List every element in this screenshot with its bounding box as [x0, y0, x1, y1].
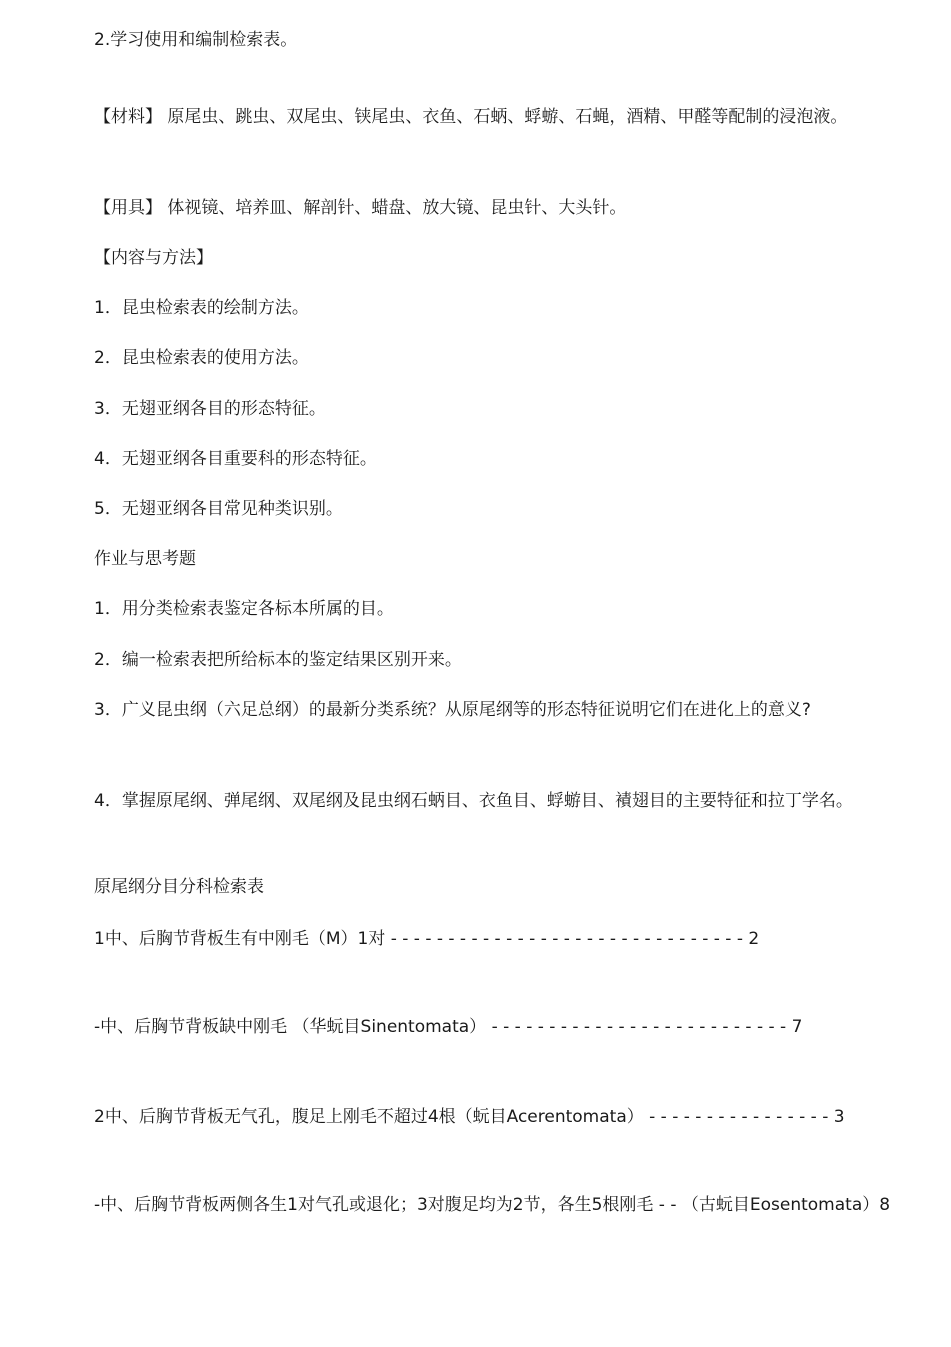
key-entry-2: 2中、后胸节背板无气孔，腹足上刚毛不超过4根（蚖目Acerentomata） - - - - - - - - - - - - - - - - 3	[94, 1107, 845, 1127]
key-entry-1: 1中、后胸节背板生有中刚毛（M）1对 - - - - - - - - - - - - - - - - - - - - - - - - - - - - - - - 2	[94, 929, 760, 949]
key-entry-2-alt: -中、后胸节背板两侧各生1对气孔或退化；3对腹足均为2节，各生5根刚毛 - - （古蚖目Eosentomata）8	[94, 1195, 891, 1215]
list-item-homework-1: 1．用分类检索表鉴定各标本所属的目。	[94, 599, 394, 619]
list-item-method-1: 1．昆虫检索表的绘制方法。	[94, 298, 309, 318]
list-item-method-5: 5．无翅亚纲各目常见种类识别。	[94, 499, 343, 519]
section-heading-key-table: 原尾纲分目分科检索表	[94, 877, 264, 897]
paragraph-materials: 【材料】 原尾虫、跳虫、双尾虫、铗尾虫、衣鱼、石蛃、蜉蝣、石蝇，酒精、甲醛等配制的浸泡液。	[94, 107, 848, 127]
list-item-homework-3: 3．广义昆虫纲（六足总纲）的最新分类系统？从原尾纲等的形态特征说明它们在进化上的意义?	[94, 700, 811, 720]
paragraph-tools: 【用具】 体视镜、培养皿、解剖针、蜡盘、放大镜、昆虫针、大头针。	[94, 198, 627, 218]
section-heading-content-methods: 【内容与方法】	[94, 248, 213, 268]
list-item-method-3: 3．无翅亚纲各目的形态特征。	[94, 399, 326, 419]
list-item-method-2: 2．昆虫检索表的使用方法。	[94, 348, 309, 368]
list-item-method-4: 4．无翅亚纲各目重要科的形态特征。	[94, 449, 377, 469]
list-item-homework-2: 2．编一检索表把所给标本的鉴定结果区别开来。	[94, 650, 462, 670]
section-heading-homework: 作业与思考题	[94, 549, 196, 569]
list-item-homework-4: 4．掌握原尾纲、弹尾纲、双尾纲及昆虫纲石蛃目、衣鱼目、蜉蝣目、襀翅目的主要特征和拉丁学名。	[94, 791, 853, 811]
key-entry-1-alt: -中、后胸节背板缺中刚毛 （华蚖目Sinentomata） - - - - - - - - - - - - - - - - - - - - - - - - - - 7	[94, 1017, 803, 1037]
paragraph-objective: 2.学习使用和编制检索表。	[94, 30, 298, 50]
